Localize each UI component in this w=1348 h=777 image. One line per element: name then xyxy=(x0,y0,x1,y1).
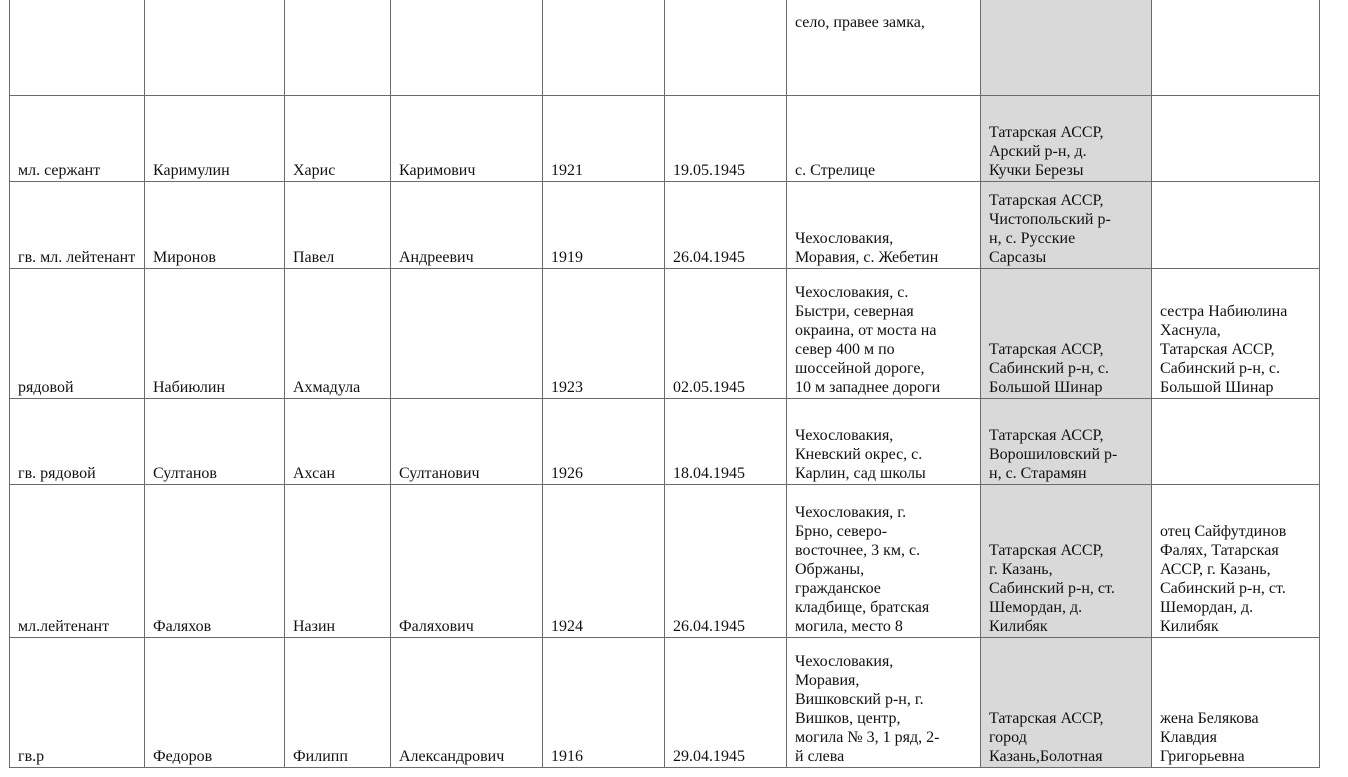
rank-cell: мл.лейтенант xyxy=(10,485,145,638)
table-row xyxy=(10,0,1320,96)
cell-line: Татарская АССР, xyxy=(989,710,1104,727)
name-cell: Ахмадула xyxy=(285,269,391,399)
death-date-cell: 19.05.1945 xyxy=(665,96,787,182)
cell-line: север 400 м по xyxy=(795,341,895,358)
cell-line: г. Казань, xyxy=(989,561,1053,578)
surname-cell: Султанов xyxy=(145,399,285,485)
birthplace-cell xyxy=(981,182,1152,269)
cell-line: Чехословакия, xyxy=(795,230,894,247)
patronymic-cell: Андреевич xyxy=(391,182,543,269)
cell-line: Шемордан, д. xyxy=(989,599,1083,616)
cell-line: н, с. Старамян xyxy=(989,465,1087,482)
relatives-cell xyxy=(1152,399,1320,485)
name-cell xyxy=(285,0,391,96)
burial-place-cell xyxy=(787,182,981,269)
burial-place-cell xyxy=(787,269,981,399)
rank-cell: мл. сержант xyxy=(10,96,145,182)
death-date-cell: 26.04.1945 xyxy=(665,182,787,269)
cell-line: Большой Шинар xyxy=(1160,379,1274,396)
relatives-cell xyxy=(1152,96,1320,182)
cell-line: Быстри, северная xyxy=(795,303,914,320)
cell-line: Татарская АССР, xyxy=(1160,341,1275,358)
cell-line: восточнее, 3 км, с. xyxy=(795,542,921,559)
patronymic-cell xyxy=(391,0,543,96)
relatives-cell xyxy=(1152,182,1320,269)
rank-cell: гв. мл. лейтенант xyxy=(10,182,145,269)
cell-line: город xyxy=(989,729,1027,746)
table-row xyxy=(10,269,1320,399)
name-cell: Харис xyxy=(285,96,391,182)
table-row xyxy=(10,96,1320,182)
cell-line: Кучки Березы xyxy=(989,162,1084,179)
cell-line: Чехословакия, xyxy=(795,427,894,444)
cell-line: сестра Набиюлина xyxy=(1160,303,1288,320)
cell-line: Чехословакия, xyxy=(795,653,894,670)
cell-line: окраина, от моста на xyxy=(795,322,937,339)
patronymic-cell: Александрович xyxy=(391,638,543,768)
table-row xyxy=(10,182,1320,269)
cell-line: Карлин, сад школы xyxy=(795,465,926,482)
cell-line: Сабинский р-н, с. xyxy=(989,360,1110,377)
surname-cell: Набиюлин xyxy=(145,269,285,399)
cell-line: отец Сайфутдинов xyxy=(1160,523,1287,540)
patronymic-cell: Султанович xyxy=(391,399,543,485)
cell-line: Хаснула, xyxy=(1160,322,1221,339)
cell-line: Чистопольский р- xyxy=(989,211,1111,228)
table-body xyxy=(10,0,1320,768)
rank-cell: гв.р xyxy=(10,638,145,768)
burial-place-cell xyxy=(787,638,981,768)
cell-line: Моравия, xyxy=(795,672,860,689)
cell-line: 10 м западнее дороги xyxy=(795,379,941,396)
table-row xyxy=(10,638,1320,768)
cell-line: Арский р-н, д. xyxy=(989,143,1087,160)
surname-cell xyxy=(145,0,285,96)
birth-year-cell: 1923 xyxy=(543,269,665,399)
burial-records-table xyxy=(9,0,1320,768)
cell-line: Чехословакия, с. xyxy=(795,284,909,301)
cell-line: кладбище, братская xyxy=(795,599,930,616)
cell-line: Сабинский р-н, с. xyxy=(1160,360,1281,377)
relatives-cell xyxy=(1152,638,1320,768)
birth-year-cell: 1926 xyxy=(543,399,665,485)
cell-line: Шемордан, д. xyxy=(1160,599,1254,616)
birth-year-cell: 1921 xyxy=(543,96,665,182)
death-date-cell: 26.04.1945 xyxy=(665,485,787,638)
burial-place-cell xyxy=(787,485,981,638)
cell-line: Татарская АССР, xyxy=(989,124,1104,141)
surname-cell: Миронов xyxy=(145,182,285,269)
burial-place-cell xyxy=(787,399,981,485)
birthplace-cell xyxy=(981,485,1152,638)
patronymic-cell: Фаляхович xyxy=(391,485,543,638)
cell-line: жена Белякова xyxy=(1160,710,1259,727)
cell-line: Килибяк xyxy=(1160,618,1219,635)
surname-cell: Каримулин xyxy=(145,96,285,182)
cell-line: Казань,Болотная xyxy=(989,748,1103,765)
cell-line: шоссейной дороге, xyxy=(795,360,925,377)
surname-cell: Федоров xyxy=(145,638,285,768)
cell-line: Килибяк xyxy=(989,618,1048,635)
cell-line: Сарсазы xyxy=(989,249,1047,266)
rank-cell xyxy=(10,0,145,96)
cell-line: Вишков, центр, xyxy=(795,710,901,727)
surname-cell: Фаляхов xyxy=(145,485,285,638)
cell-line: Сабинский р-н, ст. xyxy=(1160,580,1286,597)
birth-year-cell xyxy=(543,0,665,96)
burial-place-cell xyxy=(787,0,981,96)
patronymic-cell: Каримович xyxy=(391,96,543,182)
cell-line: Татарская АССР, xyxy=(989,341,1104,358)
burial-place-cell xyxy=(787,96,981,182)
relatives-cell xyxy=(1152,485,1320,638)
cell-line: с. Стрелице xyxy=(795,162,876,179)
table-row xyxy=(10,399,1320,485)
cell-line: Татарская АССР, xyxy=(989,427,1104,444)
cell-line: н, с. Русские xyxy=(989,230,1076,247)
cell-line: Обржаны, xyxy=(795,561,865,578)
rank-cell: гв. рядовой xyxy=(10,399,145,485)
birth-year-cell: 1924 xyxy=(543,485,665,638)
cell-line: могила № 3, 1 ряд, 2- xyxy=(795,729,940,746)
relatives-cell xyxy=(1152,0,1320,96)
cell-line: Брно, северо- xyxy=(795,523,888,540)
death-date-cell: 29.04.1945 xyxy=(665,638,787,768)
cell-line: Татарская АССР, xyxy=(989,192,1104,209)
birthplace-cell xyxy=(981,96,1152,182)
cell-line: Фалях, Татарская xyxy=(1160,542,1279,559)
table-row xyxy=(10,485,1320,638)
cell-line: Ворошиловский р- xyxy=(989,446,1118,463)
name-cell: Назин xyxy=(285,485,391,638)
name-cell: Ахсан xyxy=(285,399,391,485)
cell-line: село, правее замка, xyxy=(795,14,925,31)
birthplace-cell xyxy=(981,0,1152,96)
cell-line: Сабинский р-н, ст. xyxy=(989,580,1115,597)
death-date-cell: 02.05.1945 xyxy=(665,269,787,399)
death-date-cell xyxy=(665,0,787,96)
cell-line: Вишковский р-н, г. xyxy=(795,691,924,708)
name-cell: Филипп xyxy=(285,638,391,768)
rank-cell: рядовой xyxy=(10,269,145,399)
cell-line: й слева xyxy=(795,748,845,765)
relatives-cell xyxy=(1152,269,1320,399)
cell-line: Клавдия xyxy=(1160,729,1217,746)
birth-year-cell: 1916 xyxy=(543,638,665,768)
cell-line: Чехословакия, г. xyxy=(795,504,907,521)
cell-line: Большой Шинар xyxy=(989,379,1103,396)
cell-line: Татарская АССР, xyxy=(989,542,1104,559)
birthplace-cell xyxy=(981,399,1152,485)
death-date-cell: 18.04.1945 xyxy=(665,399,787,485)
cell-line: Моравия, с. Жебетин xyxy=(795,249,939,266)
name-cell: Павел xyxy=(285,182,391,269)
cell-line: гражданское xyxy=(795,580,881,597)
birthplace-cell xyxy=(981,638,1152,768)
cell-line: Григорьевна xyxy=(1160,748,1245,765)
birthplace-cell xyxy=(981,269,1152,399)
cell-line: АССР, г. Казань, xyxy=(1160,561,1271,578)
patronymic-cell xyxy=(391,269,543,399)
cell-line: Кневский окрес, с. xyxy=(795,446,923,463)
cell-line: могила, место 8 xyxy=(795,618,903,635)
birth-year-cell: 1919 xyxy=(543,182,665,269)
